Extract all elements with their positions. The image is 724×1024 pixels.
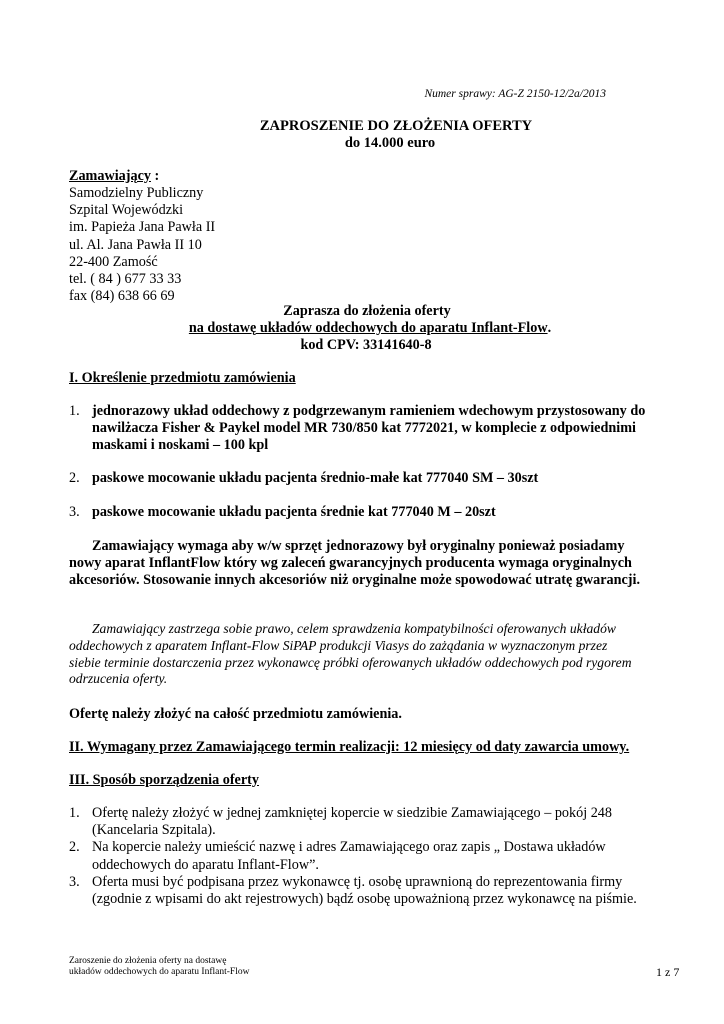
list-item-text: Na kopercie należy umieścić nazwę i adres Zamawiającego oraz zapis „ Dostawa układów oddechowych do aparatu Inflant-Flow”. xyxy=(92,839,606,873)
buyer-phone: tel. ( 84 ) 677 33 33 xyxy=(69,270,182,287)
buyer-line: Samodzielny Publiczny xyxy=(69,185,204,201)
document-title: ZAPROSZENIE DO ZŁOŻENIA OFERTY xyxy=(259,118,533,134)
section1-heading: I. Określenie przedmiotu zamówienia xyxy=(69,370,296,386)
buyer-line: ul. Al. Jana Pawła II 10 xyxy=(69,236,202,253)
order-item xyxy=(69,403,659,455)
order-item-text: jednorazowy układ oddechowy z podgrzewanym ramieniem wdechowym przystosowany do nawilżacza Fisher & Paykel model MR 730/850 kat 7772021, w komplecie z odpowiednimi maskami i noskami – 100 kpl xyxy=(92,403,646,454)
buyer-heading-colon: : xyxy=(150,168,160,184)
whole-offer-note: Ofertę należy złożyć na całość przedmiotu zamówienia. xyxy=(69,706,402,722)
list-item-text: Oferta musi być podpisana przez wykonawcę tj. osobę uprawnioną do reprezentowania firmy (zgodnie z wpisami do akt rejestrowych) bądź osobę upoważnioną przez wykonawcę na piśmie. xyxy=(92,873,637,908)
list-item xyxy=(69,839,669,873)
invitation-subject-dot: . xyxy=(547,320,552,336)
section3-heading: III. Sposób sporządzenia oferty xyxy=(69,772,259,788)
list-item-text: Ofertę należy złożyć w jednej zamkniętej kopercie w siedzibie Zamawiającego – pokój 248 (Kancelaria Szpitala). xyxy=(92,805,612,839)
buyer-fax: fax (84) 638 66 69 xyxy=(69,288,175,305)
offer-preparation-list xyxy=(69,805,669,908)
buyer-address xyxy=(69,185,215,305)
invitation-subject-text: na dostawę układów oddechowych do aparatu Inflant-Flow xyxy=(188,320,548,336)
order-item-text: paskowe mocowanie układu pacjenta średnio-małe kat 777040 SM – 30szt xyxy=(92,470,539,486)
cpv-code: kod CPV: 33141640-8 xyxy=(300,337,432,353)
sample-reservation: Zamawiający zastrzega sobie prawo, celem sprawdzenia kompatybilności oferowanych układów oddechowych z aparatem Inflant-Flow SiPAP produkcji Viasys do zażądania w wyznaczonym przez siebie terminie dostarczenia przez wykonawcę próbki oferowanych układów oddechowych pod rygorem odrzucenia oferty. xyxy=(69,621,632,687)
footer-document-name xyxy=(69,956,249,978)
list-item xyxy=(69,805,669,839)
footer-line: układów oddechowych do aparatu Inflant-Flow xyxy=(69,967,250,977)
order-item xyxy=(69,470,659,487)
buyer-line: im. Papieża Jana Pawła II xyxy=(69,219,216,236)
order-item-number: 3. xyxy=(69,504,80,520)
list-item xyxy=(69,874,669,908)
document-subtitle: do 14.000 euro xyxy=(344,135,436,151)
case-number: Numer sprawy: AG-Z 2150-12/2a/2013 xyxy=(424,88,606,100)
buyer-line: Szpital Wojewódzki xyxy=(69,202,184,219)
order-item-number: 2. xyxy=(69,470,80,486)
buyer-heading xyxy=(69,168,159,185)
list-item-number: 2. xyxy=(69,839,80,856)
buyer-line: 22-400 Zamość xyxy=(69,253,158,270)
section2-heading: II. Wymagany przez Zamawiającego termin realizacji: 12 miesięcy od daty zawarcia umowy. xyxy=(69,739,630,755)
original-equipment-requirement: Zamawiający wymaga aby w/w sprzęt jednorazowy był oryginalny ponieważ posiadamy nowy aparat InflantFlow który wg zaleceń gwarancyjnych producenta wymaga oryginalnych akcesoriów. Stosowanie innych akcesoriów niż oryginalne może spowodować utratę gwarancji. xyxy=(69,538,641,589)
list-item-number: 1. xyxy=(69,805,80,821)
order-item xyxy=(69,504,659,521)
page-number: 1 z 7 xyxy=(656,965,680,979)
invitation-subject xyxy=(8,320,724,337)
list-item-number: 3. xyxy=(69,873,80,890)
order-item-text: paskowe mocowanie układu pacjenta średnie kat 777040 M – 20szt xyxy=(92,504,496,520)
order-item-number: 1. xyxy=(69,403,80,419)
footer-line: Zaroszenie do złożenia oferty na dostawę xyxy=(69,956,227,966)
invitation-line: Zaprasza do złożenia oferty xyxy=(283,303,451,319)
buyer-heading-label: Zamawiający xyxy=(69,168,151,184)
